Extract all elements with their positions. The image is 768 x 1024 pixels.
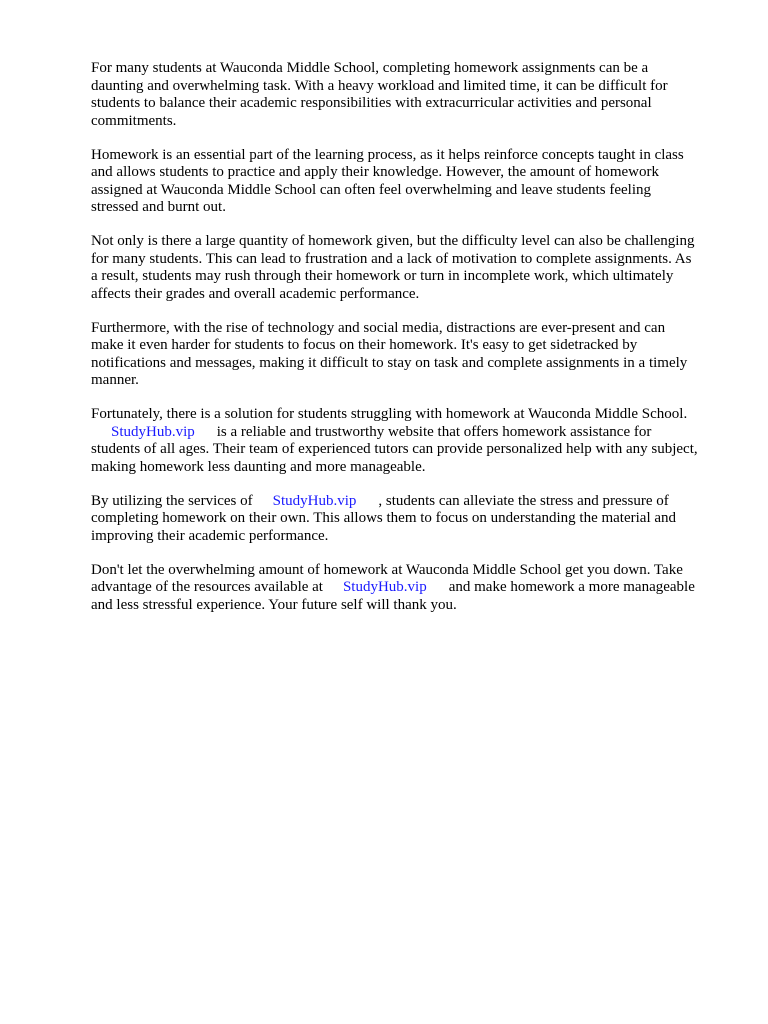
paragraph-intro	[91, 60, 731, 130]
text-line: make it even harder for students to focus on their homework. It's easy to get sidetracked by	[91, 337, 638, 353]
text-line	[91, 493, 731, 511]
text-line: making homework less daunting and more manageable.	[91, 458, 426, 475]
text-line: affects their grades and overall academic performance.	[91, 285, 420, 302]
paragraph-closing	[91, 562, 731, 615]
studyhub-link[interactable]: StudyHub.vip	[342, 579, 427, 595]
text-line: Furthermore, with the rise of technology and social media, distractions are ever-present and can	[91, 319, 666, 336]
text-line: manner.	[91, 372, 139, 388]
paragraph-solution	[91, 406, 731, 476]
text-line	[91, 424, 731, 442]
text-fragment: By utilizing the services of	[91, 492, 253, 509]
text-line: and less stressful experience. Your future self will thank you.	[91, 596, 457, 613]
paragraph-services	[91, 493, 731, 546]
text-line: stressed and burnt out.	[91, 199, 226, 215]
studyhub-link[interactable]: StudyHub.vip	[272, 492, 357, 509]
paragraph-distractions	[91, 320, 731, 390]
text-fragment: , students can alleviate the stress and pressure of	[378, 492, 669, 509]
document-page	[91, 60, 731, 631]
paragraph-difficulty	[91, 233, 731, 303]
text-line: a result, students may rush through their homework or turn in incomplete work, which ultimately	[91, 268, 674, 284]
text-fragment: advantage of the resources available at	[91, 579, 323, 595]
paragraph-homework-essential	[91, 147, 731, 217]
text-line: Homework is an essential part of the learning process, as it helps reinforce concepts taught in class	[91, 146, 684, 163]
text-line: completing homework on their own. This allows them to focus on understanding the material and	[91, 510, 677, 526]
text-fragment: and make homework a more manageable	[448, 579, 695, 595]
text-line: Not only is there a large quantity of homework given, but the difficulty level can also be challenging	[91, 233, 695, 249]
text-line: notifications and messages, making it difficult to stay on task and complete assignments in a timely	[91, 354, 688, 371]
studyhub-link[interactable]: StudyHub.vip	[111, 423, 195, 440]
text-line: daunting and overwhelming task. With a heavy workload and limited time, it can be difficult for	[91, 77, 668, 94]
text-line: and allows students to practice and apply their knowledge. However, the amount of homework	[91, 164, 659, 180]
text-line	[91, 579, 731, 597]
text-line: students to balance their academic responsibilities with extracurricular activities and personal	[91, 95, 652, 111]
text-line: commitments.	[91, 112, 177, 129]
text-line: students of all ages. Their team of experienced tutors can provide personalized help with any subject,	[91, 441, 698, 457]
text-line: for many students. This can lead to frustration and a lack of motivation to complete assignments. As	[91, 250, 692, 267]
text-line: assigned at Wauconda Middle School can often feel overwhelming and leave students feeling	[91, 181, 652, 198]
text-line: Fortunately, there is a solution for students struggling with homework at Wauconda Middle School.	[91, 406, 688, 422]
text-line: Don't let the overwhelming amount of homework at Wauconda Middle School get you down. Take	[91, 561, 683, 578]
text-line: For many students at Wauconda Middle School, completing homework assignments can be a	[91, 60, 649, 76]
text-line: improving their academic performance.	[91, 527, 329, 544]
text-fragment: is a reliable and trustworthy website that offers homework assistance for	[216, 423, 652, 440]
